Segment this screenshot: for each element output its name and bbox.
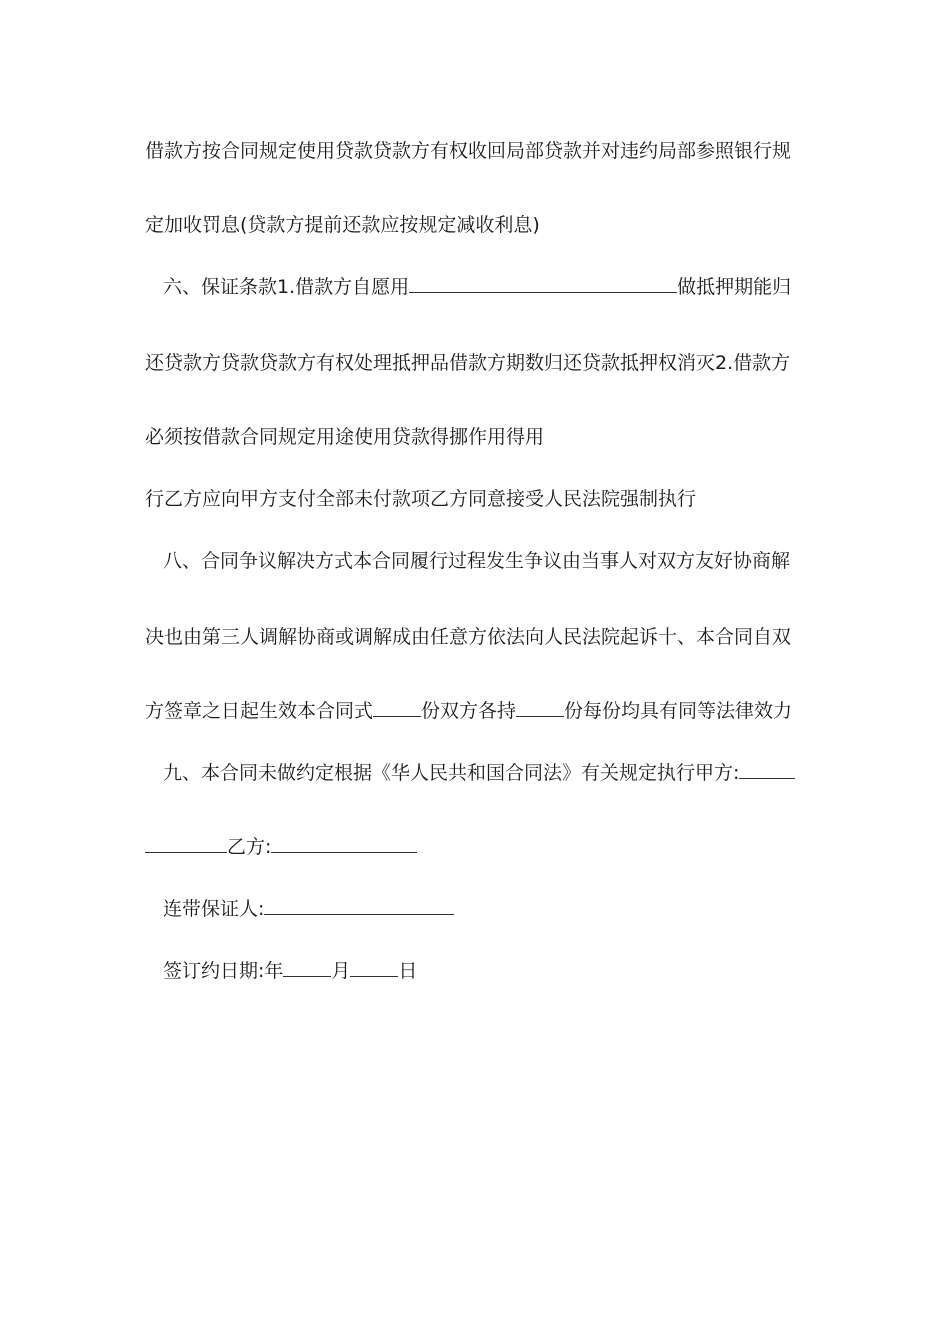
party-a-blank-continued [145, 834, 227, 853]
clause-9-line [163, 760, 795, 786]
clause-6-text-tail: 做抵押期能归 [677, 276, 792, 298]
party-b-blank [271, 834, 417, 853]
clause-6-text: 六、保证条款1.借款方自愿用 [163, 276, 410, 298]
clause-8-line: 八、合同争议解决方式本合同履行过程发生争议由当事人对双方友好协商解 [163, 550, 791, 572]
month-label: 月 [331, 960, 351, 982]
copies-text-2: 份双方各持 [421, 700, 517, 722]
copies-count-blank [373, 698, 421, 717]
text-line-1: 借款方按合同规定使用贷款贷款方有权收回局部贷款并对违约局部参照银行规 [145, 140, 792, 162]
day-blank [350, 958, 398, 977]
copies-each-blank [516, 698, 564, 717]
text-line-8: 决也由第三人调解协商或调解成由任意方依法向人民法院起诉十、本合同自双 [145, 626, 792, 648]
copies-text-3: 份每份均具有同等法律效力 [564, 700, 793, 722]
copies-line [145, 698, 792, 724]
text-line-6: 行乙方应向甲方支付全部未付款项乙方同意接受人民法院强制执行 [145, 488, 697, 510]
guarantor-blank [264, 896, 454, 915]
party-a-blank [739, 760, 795, 779]
text-line-4: 还贷款方贷款贷款方有权处理抵押品借款方期数归还贷款抵押权消灭2.借款方 [145, 352, 791, 374]
guarantor-line [163, 896, 454, 922]
text-line-2: 定加收罚息(贷款方提前还款应按规定减收利息) [145, 214, 540, 236]
clause-6-line [163, 274, 791, 300]
day-label: 日 [398, 960, 418, 982]
party-b-label: 乙方: [227, 836, 272, 858]
clause-9-text: 九、本合同未做约定根据《华人民共和国合同法》有关规定执行甲方: [163, 762, 740, 784]
pledge-blank [409, 274, 677, 293]
date-label: 签订约日期:年 [163, 960, 284, 982]
date-line [163, 958, 417, 984]
copies-text-1: 方签章之日起生效本合同式 [145, 700, 374, 722]
text-line-5: 必须按借款合同规定用途使用贷款得挪作用得用 [145, 426, 545, 448]
month-blank [283, 958, 331, 977]
guarantor-label: 连带保证人: [163, 898, 265, 920]
party-b-line [145, 834, 417, 860]
